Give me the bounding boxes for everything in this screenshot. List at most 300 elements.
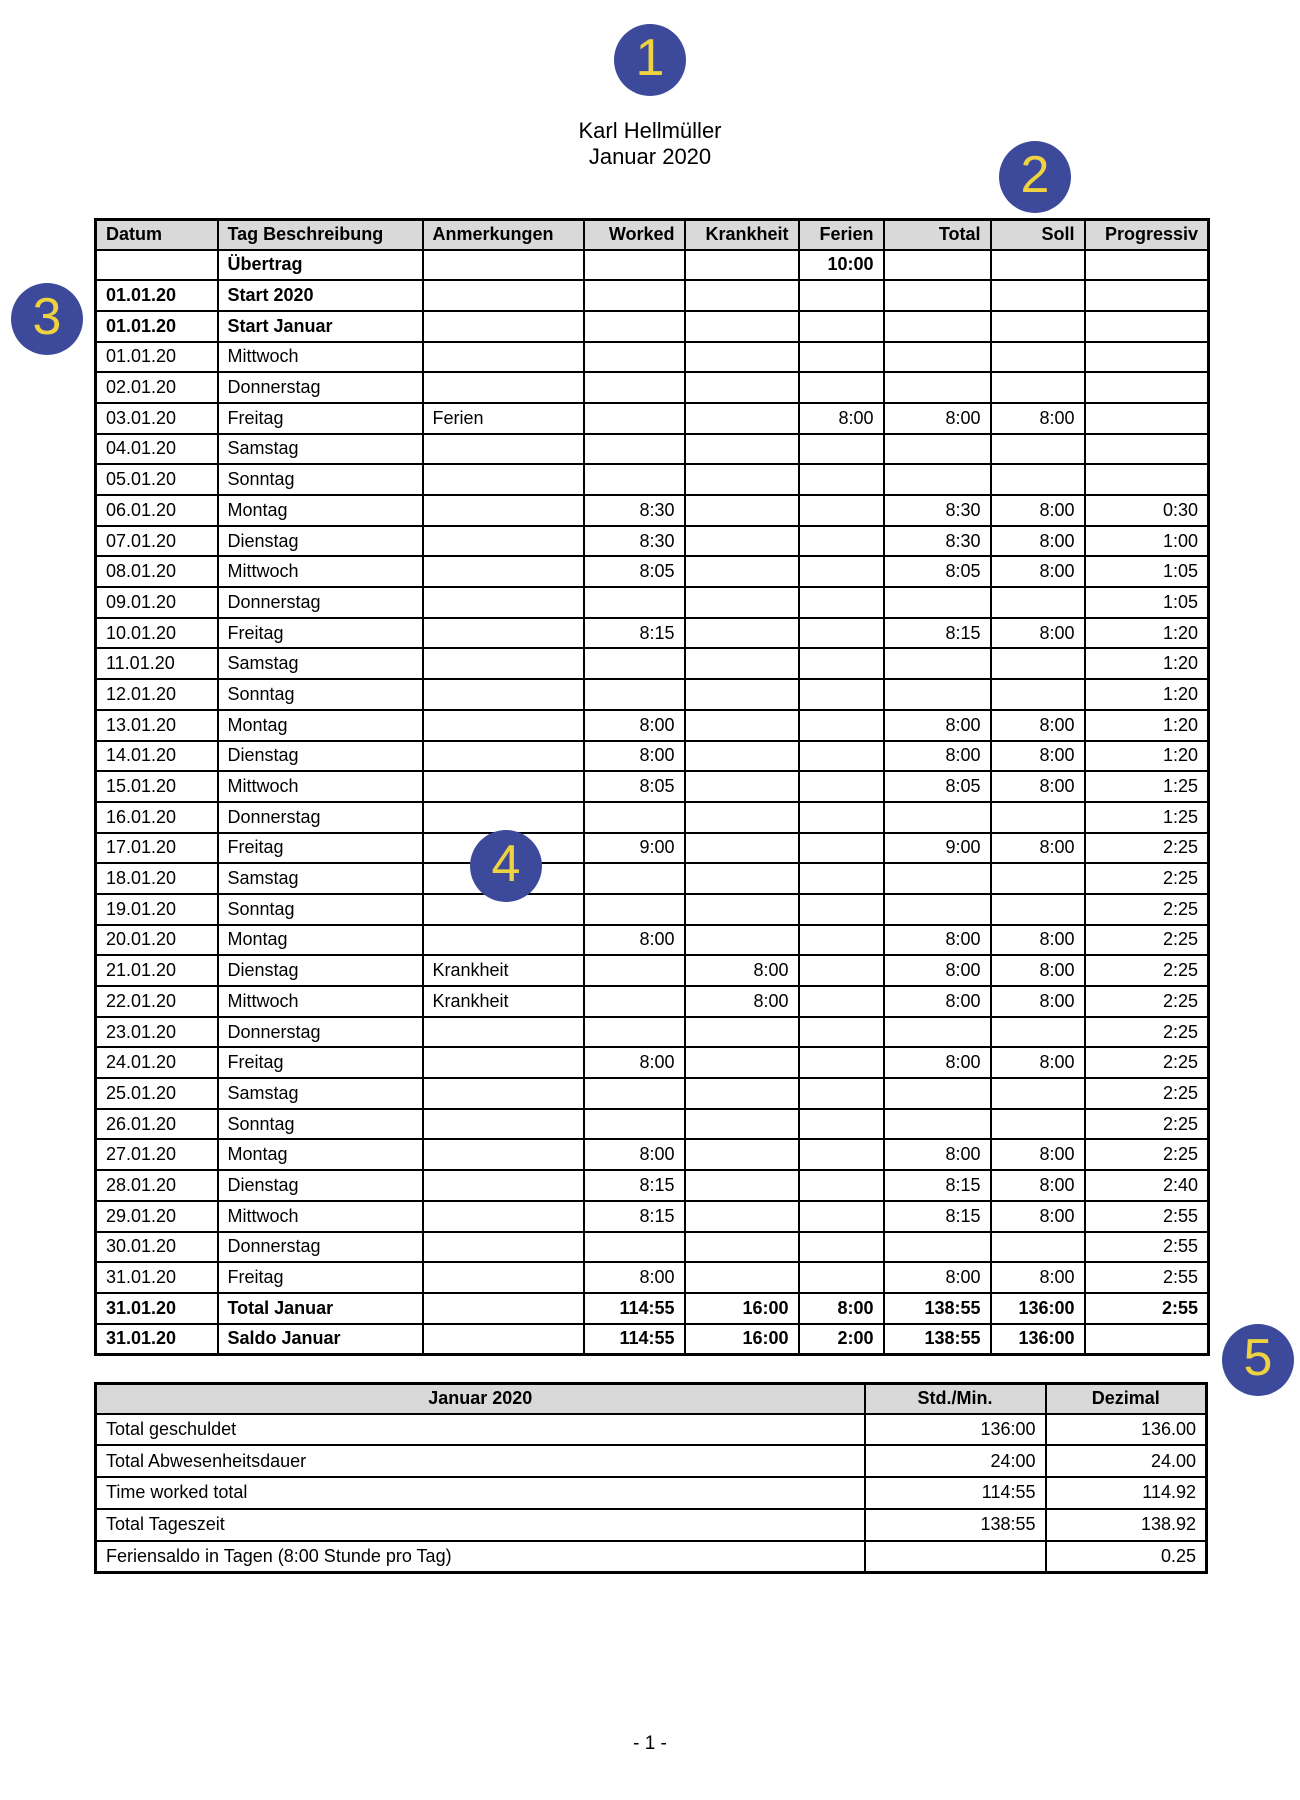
timesheet-cell-datum: 10.01.20 — [96, 618, 218, 649]
timesheet-row — [96, 1262, 1209, 1293]
timesheet-cell-progressiv: 2:25 — [1085, 1109, 1209, 1140]
timesheet-cell-worked — [584, 280, 685, 311]
timesheet-cell-progressiv: 1:20 — [1085, 618, 1209, 649]
timesheet-cell-datum: 07.01.20 — [96, 526, 218, 557]
timesheet-cell-worked — [584, 894, 685, 925]
annotation-marker-2 — [999, 141, 1071, 213]
summary-cell-std-min — [865, 1541, 1046, 1573]
timesheet-cell-worked — [584, 648, 685, 679]
timesheet-cell-anmerkungen — [423, 710, 584, 741]
timesheet-cell-krankheit — [685, 1109, 799, 1140]
timesheet-cell-worked: 8:05 — [584, 771, 685, 802]
timesheet-cell-tag-beschreibung: Start 2020 — [218, 280, 423, 311]
timesheet-row — [96, 587, 1209, 618]
timesheet-cell-progressiv: 2:25 — [1085, 1139, 1209, 1170]
timesheet-cell-krankheit — [685, 587, 799, 618]
timesheet-cell-worked: 8:00 — [584, 710, 685, 741]
timesheet-cell-ferien: 8:00 — [799, 1293, 884, 1324]
timesheet-cell-tag-beschreibung: Dienstag — [218, 526, 423, 557]
timesheet-cell-soll: 136:00 — [991, 1293, 1085, 1324]
annotation-marker-1-label: 1 — [635, 29, 665, 87]
timesheet-cell-progressiv: 1:20 — [1085, 710, 1209, 741]
timesheet-cell-soll: 8:00 — [991, 1201, 1085, 1232]
annotation-marker-4-label: 4 — [491, 835, 521, 893]
employee-name: Karl Hellmüller — [578, 118, 722, 143]
timesheet-cell-progressiv — [1085, 434, 1209, 465]
timesheet-cell-krankheit — [685, 556, 799, 587]
timesheet-cell-datum: 01.01.20 — [96, 342, 218, 373]
summary-cell-std-min: 24:00 — [865, 1445, 1046, 1477]
summary-cell-dezimal: 24.00 — [1046, 1445, 1207, 1477]
timesheet-row — [96, 1293, 1209, 1324]
timesheet-cell-tag-beschreibung: Samstag — [218, 648, 423, 679]
timesheet-cell-progressiv: 2:40 — [1085, 1170, 1209, 1201]
timesheet-cell-krankheit: 8:00 — [685, 955, 799, 986]
timesheet-cell-progressiv — [1085, 311, 1209, 342]
timesheet-cell-total: 8:00 — [884, 741, 991, 772]
timesheet-cell-soll — [991, 1078, 1085, 1109]
timesheet-cell-datum: 01.01.20 — [96, 280, 218, 311]
timesheet-cell-ferien — [799, 464, 884, 495]
timesheet-header-row — [96, 220, 1209, 250]
timesheet-cell-tag-beschreibung: Donnerstag — [218, 1232, 423, 1263]
timesheet-cell-ferien — [799, 1201, 884, 1232]
timesheet-cell-krankheit — [685, 1139, 799, 1170]
timesheet-cell-soll — [991, 1232, 1085, 1263]
timesheet-cell-total: 8:00 — [884, 1139, 991, 1170]
timesheet-row — [96, 771, 1209, 802]
timesheet-cell-worked — [584, 403, 685, 434]
timesheet-cell-ferien: 10:00 — [799, 250, 884, 281]
summary-cell-monat: Total Abwesenheitsdauer — [96, 1445, 865, 1477]
summary-cell-monat: Total Tageszeit — [96, 1509, 865, 1541]
timesheet-cell-total — [884, 863, 991, 894]
timesheet-cell-ferien — [799, 618, 884, 649]
timesheet-cell-datum: 26.01.20 — [96, 1109, 218, 1140]
timesheet-row — [96, 679, 1209, 710]
timesheet-cell-datum: 28.01.20 — [96, 1170, 218, 1201]
timesheet-cell-ferien — [799, 863, 884, 894]
timesheet-cell-worked — [584, 464, 685, 495]
timesheet-cell-soll — [991, 587, 1085, 618]
timesheet-cell-ferien: 2:00 — [799, 1324, 884, 1355]
timesheet-cell-krankheit — [685, 618, 799, 649]
timesheet-cell-progressiv: 1:20 — [1085, 679, 1209, 710]
timesheet-cell-total — [884, 587, 991, 618]
timesheet-cell-total: 8:05 — [884, 556, 991, 587]
timesheet-cell-tag-beschreibung: Donnerstag — [218, 802, 423, 833]
timesheet-cell-datum: 20.01.20 — [96, 925, 218, 956]
timesheet-cell-anmerkungen — [423, 587, 584, 618]
timesheet-cell-soll: 8:00 — [991, 1047, 1085, 1078]
timesheet-cell-total — [884, 464, 991, 495]
timesheet-cell-soll: 136:00 — [991, 1324, 1085, 1355]
timesheet-cell-ferien — [799, 1170, 884, 1201]
timesheet-cell-tag-beschreibung: Freitag — [218, 618, 423, 649]
timesheet-cell-worked: 8:15 — [584, 618, 685, 649]
timesheet-cell-total — [884, 1109, 991, 1140]
timesheet-cell-tag-beschreibung: Mittwoch — [218, 556, 423, 587]
timesheet-cell-krankheit: 16:00 — [685, 1293, 799, 1324]
timesheet-cell-ferien — [799, 495, 884, 526]
timesheet-cell-krankheit — [685, 1201, 799, 1232]
timesheet-cell-krankheit — [685, 1262, 799, 1293]
timesheet-cell-soll — [991, 280, 1085, 311]
timesheet-cell-worked — [584, 955, 685, 986]
timesheet-row — [96, 464, 1209, 495]
timesheet-cell-anmerkungen — [423, 1201, 584, 1232]
summary-row — [96, 1445, 1207, 1477]
timesheet-cell-ferien — [799, 1139, 884, 1170]
timesheet-row — [96, 342, 1209, 373]
timesheet-cell-worked: 114:55 — [584, 1293, 685, 1324]
timesheet-row — [96, 1078, 1209, 1109]
timesheet-cell-soll — [991, 802, 1085, 833]
timesheet-cell-soll: 8:00 — [991, 833, 1085, 864]
timesheet-cell-krankheit — [685, 526, 799, 557]
summary-column-header-monat: Januar 2020 — [96, 1384, 865, 1414]
timesheet-cell-worked: 8:15 — [584, 1170, 685, 1201]
annotation-marker-3 — [11, 283, 83, 355]
timesheet-cell-progressiv: 1:25 — [1085, 771, 1209, 802]
timesheet-cell-progressiv: 2:25 — [1085, 894, 1209, 925]
timesheet-cell-tag-beschreibung: Freitag — [218, 1262, 423, 1293]
timesheet-cell-anmerkungen — [423, 1109, 584, 1140]
timesheet-cell-ferien — [799, 280, 884, 311]
timesheet-cell-tag-beschreibung: Total Januar — [218, 1293, 423, 1324]
timesheet-cell-anmerkungen — [423, 648, 584, 679]
timesheet-cell-anmerkungen — [423, 1017, 584, 1048]
timesheet-cell-worked: 8:00 — [584, 1047, 685, 1078]
timesheet-cell-datum: 05.01.20 — [96, 464, 218, 495]
timesheet-cell-worked — [584, 802, 685, 833]
timesheet-row — [96, 1139, 1209, 1170]
summary-column-header-std-min: Std./Min. — [865, 1384, 1046, 1414]
summary-cell-dezimal: 114.92 — [1046, 1477, 1207, 1509]
timesheet-cell-anmerkungen — [423, 741, 584, 772]
timesheet-cell-datum: 18.01.20 — [96, 863, 218, 894]
timesheet-cell-tag-beschreibung: Montag — [218, 710, 423, 741]
timesheet-row — [96, 311, 1209, 342]
timesheet-cell-total: 8:15 — [884, 1170, 991, 1201]
timesheet-cell-krankheit — [685, 833, 799, 864]
timesheet-cell-soll: 8:00 — [991, 556, 1085, 587]
timesheet-cell-progressiv: 2:25 — [1085, 986, 1209, 1017]
timesheet-cell-datum: 04.01.20 — [96, 434, 218, 465]
timesheet-cell-tag-beschreibung: Start Januar — [218, 311, 423, 342]
summary-row — [96, 1477, 1207, 1509]
timesheet-cell-progressiv: 2:55 — [1085, 1293, 1209, 1324]
timesheet-cell-krankheit — [685, 648, 799, 679]
timesheet-column-header-total: Total — [884, 220, 991, 250]
timesheet-cell-progressiv — [1085, 372, 1209, 403]
timesheet-row — [96, 802, 1209, 833]
timesheet-cell-datum: 23.01.20 — [96, 1017, 218, 1048]
timesheet-cell-datum: 11.01.20 — [96, 648, 218, 679]
timesheet-cell-krankheit — [685, 741, 799, 772]
timesheet-cell-soll: 8:00 — [991, 618, 1085, 649]
timesheet-cell-progressiv — [1085, 280, 1209, 311]
timesheet-cell-datum: 02.01.20 — [96, 372, 218, 403]
timesheet-cell-tag-beschreibung: Dienstag — [218, 1170, 423, 1201]
timesheet-cell-worked — [584, 1232, 685, 1263]
timesheet-cell-soll: 8:00 — [991, 1139, 1085, 1170]
timesheet-cell-anmerkungen: Ferien — [423, 403, 584, 434]
timesheet-cell-datum: 08.01.20 — [96, 556, 218, 587]
timesheet-cell-progressiv: 2:25 — [1085, 955, 1209, 986]
timesheet-cell-tag-beschreibung: Übertrag — [218, 250, 423, 281]
timesheet-cell-anmerkungen — [423, 771, 584, 802]
timesheet-cell-ferien — [799, 1262, 884, 1293]
timesheet-row — [96, 372, 1209, 403]
timesheet-cell-krankheit — [685, 250, 799, 281]
timesheet-cell-soll — [991, 250, 1085, 281]
timesheet-cell-total — [884, 802, 991, 833]
summary-cell-dezimal: 138.92 — [1046, 1509, 1207, 1541]
timesheet-cell-ferien — [799, 372, 884, 403]
timesheet-row — [96, 1232, 1209, 1263]
timesheet-cell-ferien — [799, 556, 884, 587]
timesheet-cell-tag-beschreibung: Mittwoch — [218, 342, 423, 373]
timesheet-cell-total: 8:00 — [884, 1047, 991, 1078]
summary-cell-monat: Time worked total — [96, 1477, 865, 1509]
timesheet-column-header-datum: Datum — [96, 220, 218, 250]
timesheet-cell-tag-beschreibung: Freitag — [218, 833, 423, 864]
timesheet-row — [96, 280, 1209, 311]
timesheet-cell-tag-beschreibung: Samstag — [218, 434, 423, 465]
timesheet-cell-krankheit — [685, 464, 799, 495]
timesheet-cell-krankheit — [685, 925, 799, 956]
timesheet-row — [96, 403, 1209, 434]
timesheet-column-header-soll: Soll — [991, 220, 1085, 250]
timesheet-row — [96, 250, 1209, 281]
summary-row — [96, 1414, 1207, 1446]
summary-cell-std-min: 136:00 — [865, 1414, 1046, 1446]
timesheet-cell-anmerkungen — [423, 464, 584, 495]
timesheet-row — [96, 894, 1209, 925]
timesheet-cell-soll: 8:00 — [991, 771, 1085, 802]
timesheet-cell-total — [884, 311, 991, 342]
timesheet-cell-total — [884, 342, 991, 373]
summary-column-header-dezimal: Dezimal — [1046, 1384, 1207, 1414]
timesheet-cell-total — [884, 1232, 991, 1263]
timesheet-row — [96, 833, 1209, 864]
timesheet-row — [96, 1324, 1209, 1355]
timesheet-column-header-ferien: Ferien — [799, 220, 884, 250]
timesheet-cell-tag-beschreibung: Mittwoch — [218, 986, 423, 1017]
annotation-marker-5-label: 5 — [1243, 1329, 1273, 1387]
timesheet-cell-worked: 8:05 — [584, 556, 685, 587]
timesheet-cell-krankheit — [685, 710, 799, 741]
timesheet-cell-worked: 8:00 — [584, 1139, 685, 1170]
timesheet-cell-total: 8:30 — [884, 495, 991, 526]
timesheet-cell-anmerkungen — [423, 526, 584, 557]
timesheet-cell-krankheit — [685, 1047, 799, 1078]
timesheet-cell-soll — [991, 311, 1085, 342]
timesheet-cell-datum: 30.01.20 — [96, 1232, 218, 1263]
timesheet-cell-ferien — [799, 587, 884, 618]
timesheet-cell-krankheit — [685, 1078, 799, 1109]
timesheet-cell-ferien — [799, 342, 884, 373]
timesheet-cell-worked — [584, 372, 685, 403]
timesheet-cell-worked: 9:00 — [584, 833, 685, 864]
timesheet-cell-progressiv: 2:25 — [1085, 1047, 1209, 1078]
summary-cell-monat: Total geschuldet — [96, 1414, 865, 1446]
timesheet-row — [96, 986, 1209, 1017]
page-number: - 1 - — [633, 1733, 667, 1754]
timesheet-cell-progressiv — [1085, 342, 1209, 373]
timesheet-cell-tag-beschreibung: Freitag — [218, 403, 423, 434]
timesheet-row — [96, 526, 1209, 557]
timesheet-cell-ferien — [799, 1232, 884, 1263]
timesheet-cell-tag-beschreibung: Montag — [218, 495, 423, 526]
timesheet-row — [96, 1109, 1209, 1140]
timesheet-cell-total: 8:00 — [884, 403, 991, 434]
timesheet-cell-ferien — [799, 1078, 884, 1109]
timesheet-cell-soll: 8:00 — [991, 1262, 1085, 1293]
timesheet-table — [94, 218, 1210, 1356]
annotation-marker-2-label: 2 — [1020, 146, 1050, 204]
timesheet-row — [96, 618, 1209, 649]
timesheet-cell-anmerkungen: Krankheit — [423, 986, 584, 1017]
timesheet-cell-datum: 25.01.20 — [96, 1078, 218, 1109]
timesheet-cell-total: 9:00 — [884, 833, 991, 864]
timesheet-cell-progressiv: 2:25 — [1085, 863, 1209, 894]
timesheet-cell-soll — [991, 342, 1085, 373]
timesheet-row — [96, 741, 1209, 772]
timesheet-cell-progressiv: 2:25 — [1085, 1017, 1209, 1048]
timesheet-row — [96, 556, 1209, 587]
timesheet-cell-worked: 8:00 — [584, 925, 685, 956]
timesheet-cell-anmerkungen: Krankheit — [423, 955, 584, 986]
timesheet-cell-datum: 15.01.20 — [96, 771, 218, 802]
timesheet-cell-progressiv: 1:05 — [1085, 587, 1209, 618]
timesheet-column-header-anmerkungen: Anmerkungen — [423, 220, 584, 250]
timesheet-cell-ferien — [799, 925, 884, 956]
timesheet-cell-krankheit — [685, 1170, 799, 1201]
timesheet-cell-total: 8:30 — [884, 526, 991, 557]
timesheet-cell-progressiv — [1085, 1324, 1209, 1355]
timesheet-row — [96, 495, 1209, 526]
timesheet-cell-soll — [991, 464, 1085, 495]
timesheet-cell-datum: 06.01.20 — [96, 495, 218, 526]
timesheet-cell-soll — [991, 679, 1085, 710]
timesheet-cell-anmerkungen — [423, 802, 584, 833]
summary-cell-monat: Feriensaldo in Tagen (8:00 Stunde pro Tag) — [96, 1541, 865, 1573]
timesheet-cell-krankheit — [685, 495, 799, 526]
timesheet-cell-anmerkungen — [423, 342, 584, 373]
timesheet-cell-anmerkungen — [423, 1324, 584, 1355]
timesheet-cell-krankheit: 8:00 — [685, 986, 799, 1017]
timesheet-cell-datum: 31.01.20 — [96, 1324, 218, 1355]
timesheet-cell-anmerkungen — [423, 1047, 584, 1078]
summary-row — [96, 1541, 1207, 1573]
annotation-marker-1 — [614, 24, 686, 96]
timesheet-cell-worked: 8:00 — [584, 1262, 685, 1293]
timesheet-cell-tag-beschreibung: Freitag — [218, 1047, 423, 1078]
timesheet-cell-worked: 114:55 — [584, 1324, 685, 1355]
timesheet-cell-total — [884, 679, 991, 710]
summary-cell-std-min: 138:55 — [865, 1509, 1046, 1541]
timesheet-cell-worked — [584, 342, 685, 373]
timesheet-cell-anmerkungen — [423, 1262, 584, 1293]
timesheet-cell-datum: 22.01.20 — [96, 986, 218, 1017]
timesheet-row — [96, 648, 1209, 679]
timesheet-cell-tag-beschreibung: Donnerstag — [218, 1017, 423, 1048]
timesheet-cell-progressiv — [1085, 403, 1209, 434]
timesheet-cell-worked — [584, 863, 685, 894]
timesheet-cell-anmerkungen — [423, 372, 584, 403]
timesheet-cell-anmerkungen — [423, 556, 584, 587]
timesheet-cell-progressiv — [1085, 250, 1209, 281]
timesheet-cell-worked: 8:15 — [584, 1201, 685, 1232]
timesheet-row — [96, 863, 1209, 894]
timesheet-cell-total: 138:55 — [884, 1293, 991, 1324]
timesheet-cell-tag-beschreibung: Sonntag — [218, 1109, 423, 1140]
timesheet-cell-progressiv — [1085, 464, 1209, 495]
timesheet-cell-total: 8:05 — [884, 771, 991, 802]
annotation-marker-5 — [1222, 1324, 1294, 1396]
timesheet-cell-tag-beschreibung: Saldo Januar — [218, 1324, 423, 1355]
timesheet-cell-krankheit — [685, 434, 799, 465]
timesheet-cell-ferien — [799, 1017, 884, 1048]
timesheet-row — [96, 1170, 1209, 1201]
timesheet-cell-datum: 31.01.20 — [96, 1262, 218, 1293]
timesheet-cell-ferien — [799, 771, 884, 802]
timesheet-cell-datum: 12.01.20 — [96, 679, 218, 710]
timesheet-cell-tag-beschreibung: Samstag — [218, 1078, 423, 1109]
timesheet-cell-tag-beschreibung: Sonntag — [218, 464, 423, 495]
timesheet-cell-krankheit — [685, 403, 799, 434]
timesheet-cell-worked: 8:00 — [584, 741, 685, 772]
timesheet-cell-anmerkungen — [423, 250, 584, 281]
timesheet-cell-total — [884, 648, 991, 679]
timesheet-cell-total: 138:55 — [884, 1324, 991, 1355]
timesheet-cell-anmerkungen — [423, 434, 584, 465]
timesheet-cell-soll — [991, 863, 1085, 894]
timesheet-cell-krankheit — [685, 342, 799, 373]
timesheet-cell-anmerkungen — [423, 495, 584, 526]
timesheet-cell-worked — [584, 250, 685, 281]
timesheet-cell-anmerkungen — [423, 311, 584, 342]
timesheet-cell-ferien — [799, 833, 884, 864]
timesheet-cell-worked: 8:30 — [584, 526, 685, 557]
timesheet-cell-progressiv: 1:00 — [1085, 526, 1209, 557]
timesheet-cell-progressiv: 2:25 — [1085, 1078, 1209, 1109]
timesheet-cell-progressiv: 0:30 — [1085, 495, 1209, 526]
timesheet-cell-soll: 8:00 — [991, 986, 1085, 1017]
timesheet-cell-krankheit — [685, 802, 799, 833]
timesheet-cell-tag-beschreibung: Mittwoch — [218, 771, 423, 802]
timesheet-cell-krankheit — [685, 679, 799, 710]
timesheet-column-header-worked: Worked — [584, 220, 685, 250]
timesheet-cell-worked — [584, 986, 685, 1017]
timesheet-cell-soll — [991, 372, 1085, 403]
timesheet-cell-ferien — [799, 710, 884, 741]
timesheet-cell-anmerkungen — [423, 280, 584, 311]
timesheet-cell-datum: 09.01.20 — [96, 587, 218, 618]
timesheet-row — [96, 1201, 1209, 1232]
timesheet-cell-krankheit — [685, 894, 799, 925]
timesheet-cell-anmerkungen — [423, 1078, 584, 1109]
timesheet-column-header-krankheit: Krankheit — [685, 220, 799, 250]
timesheet-cell-krankheit — [685, 280, 799, 311]
timesheet-cell-ferien — [799, 679, 884, 710]
timesheet-cell-total — [884, 250, 991, 281]
annotation-marker-4 — [470, 830, 542, 902]
timesheet-cell-ferien: 8:00 — [799, 403, 884, 434]
timesheet-cell-krankheit: 16:00 — [685, 1324, 799, 1355]
